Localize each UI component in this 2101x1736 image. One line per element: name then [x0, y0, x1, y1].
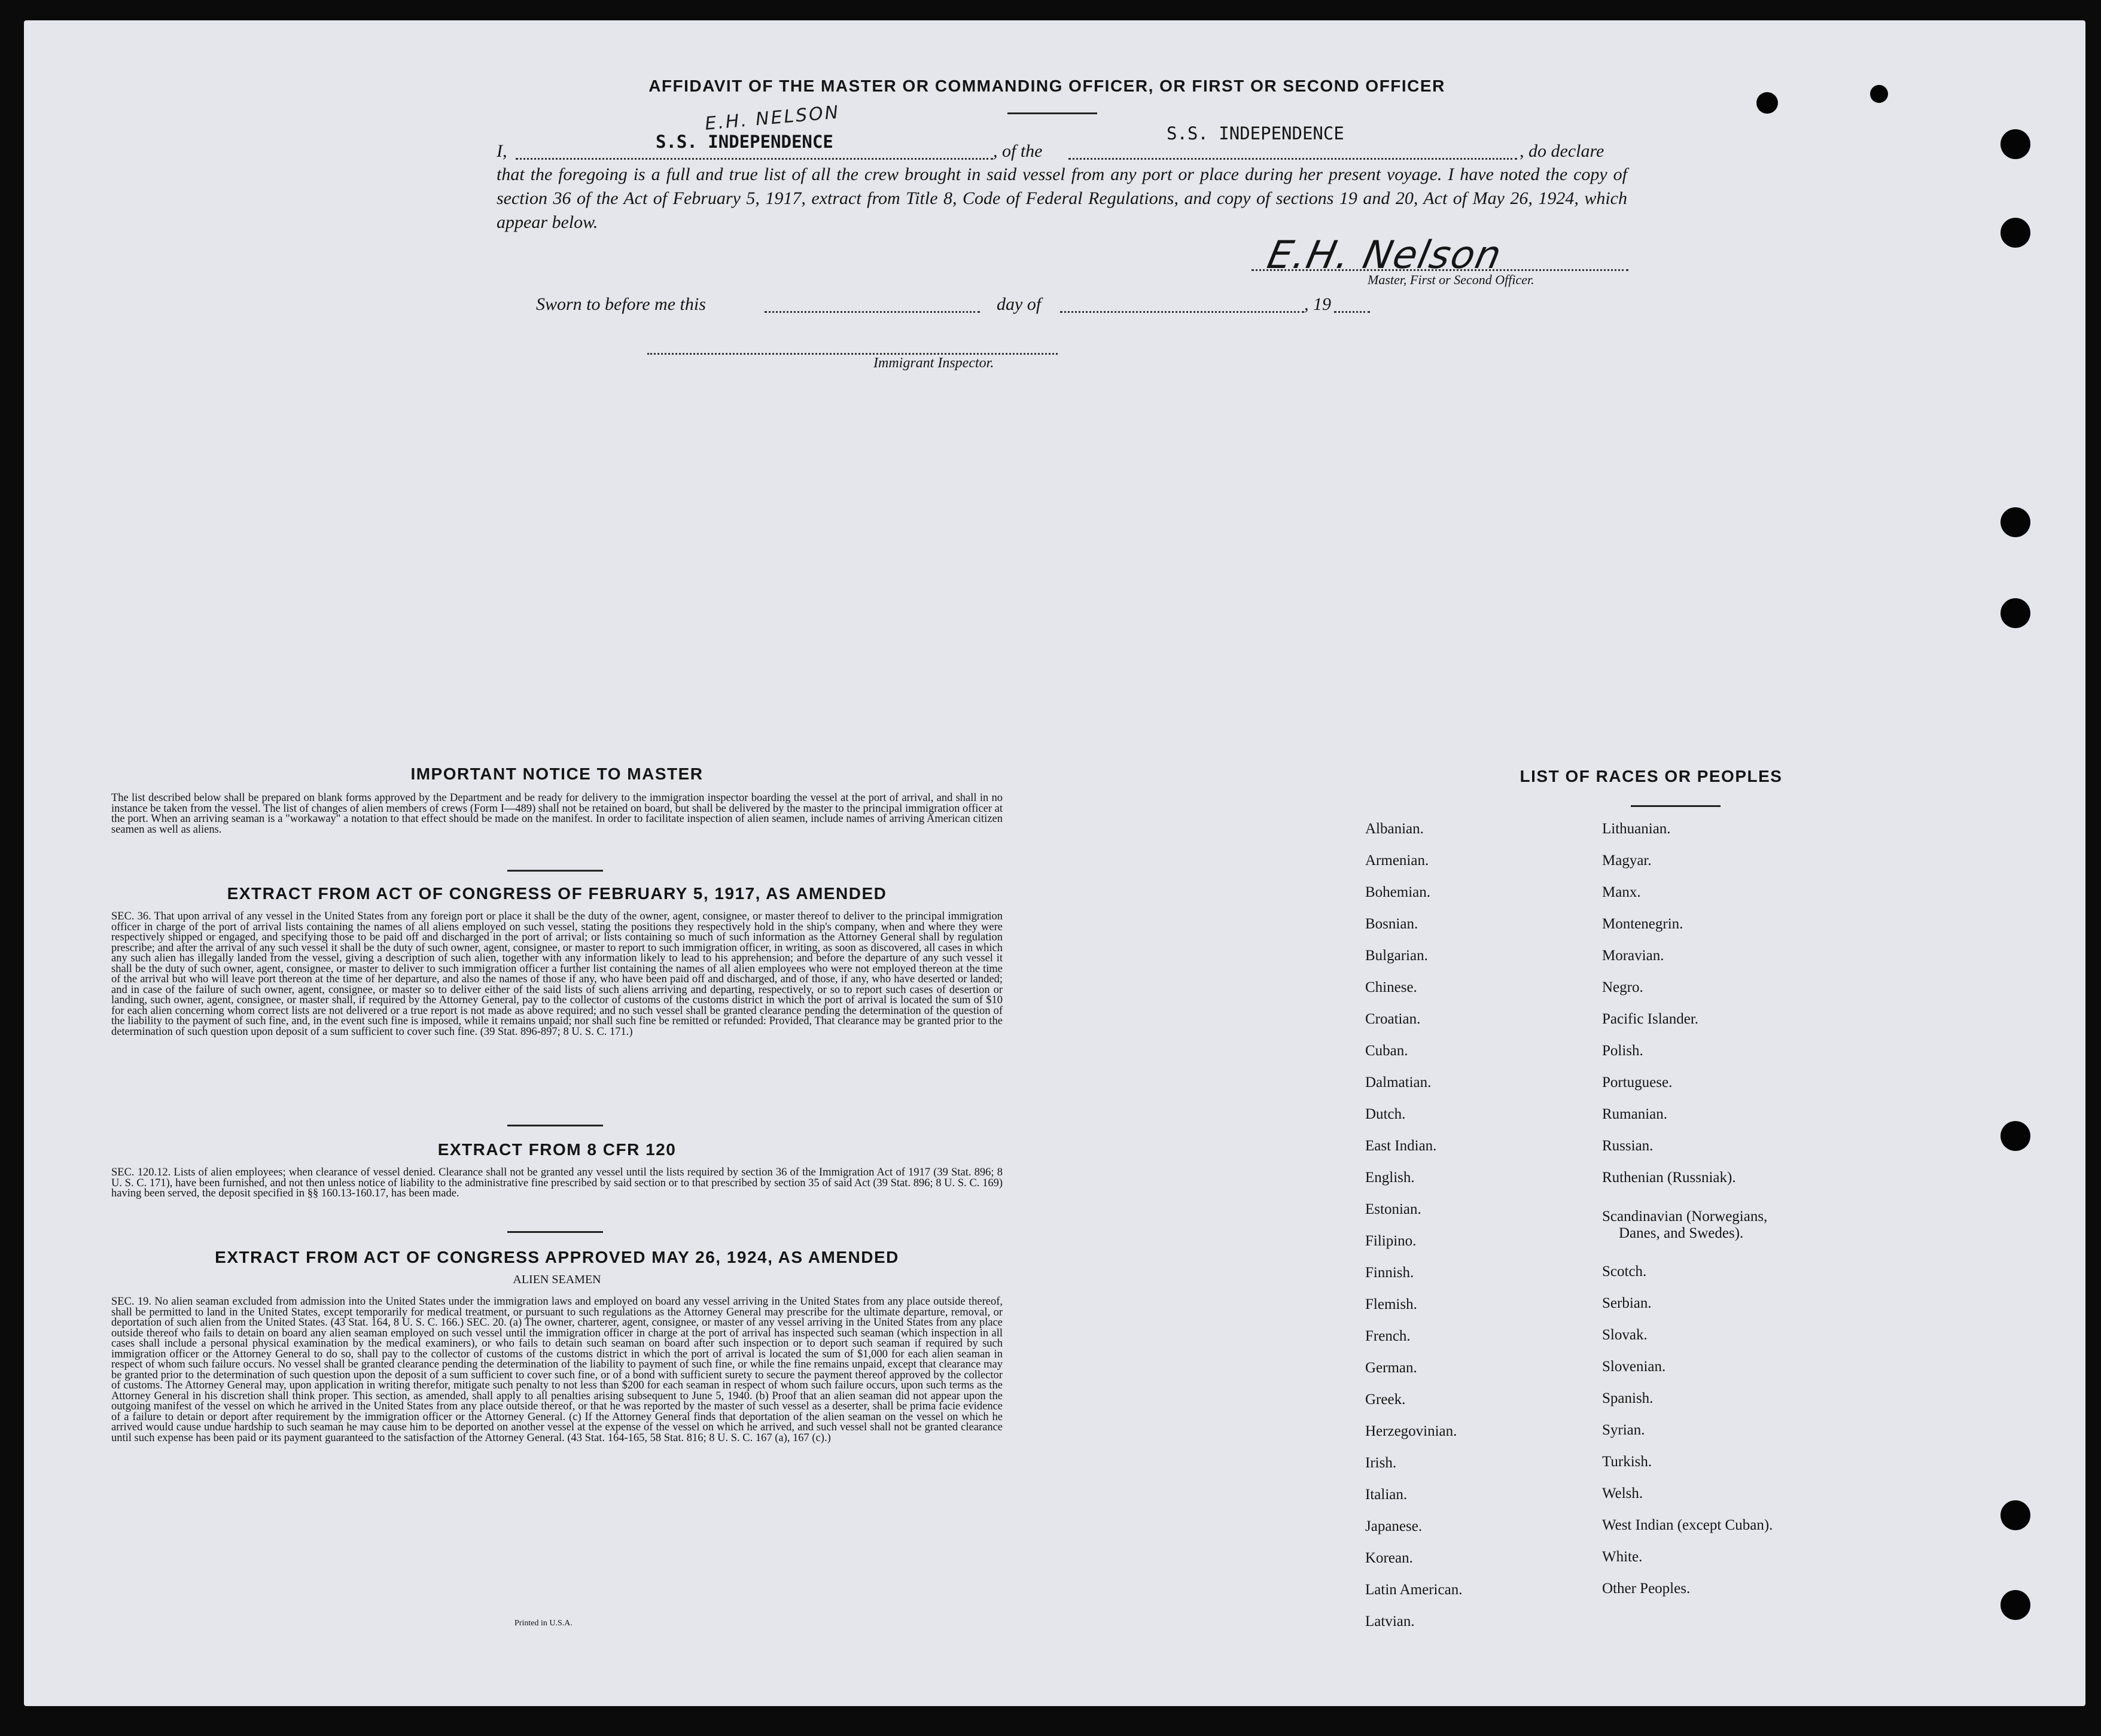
race-item: White. [1602, 1549, 1643, 1565]
extract-1924-body: SEC. 19. No alien seaman excluded from admission into the United States under the immigration laws and employed on board any vessel arriving in the United States from any place outside thereof, shall be permitted to land in the United States, except temporarily for medical treatment, or pursuant to such regulations as the Attorney General may prescribe for the ultimate departure, removal, or deportation of such alien from the United States. (43 Stat. 164, 8 U. S. C. 166.) SEC. 20. (a) The owner, charterer, agent, consignee, or master of any vessel arriving in the United States from any place outside thereof who fails to detain on board any alien seaman employed on such vessel until the immigration officer in charge at the port of arrival has inspected such seaman (which inspection in all cases shall include a personal physical examination by the medical examiners), or who fails to detain such seaman on board after such inspection or to deport such seaman if required by such immigration officer or the Attorney General to do so, shall pay to the collector of customs of the customs district in which the port of arrival is located the sum of $1,000 for each alien seaman in respect of whom such failure occurs. No vessel shall be granted clearance pending the determination of the liability to payment of such fine, or while the fine remains unpaid, except that clearance may be granted prior to the determination of such question upon the deposit of a sum sufficient to cover such fine, or of a bond with sufficient surety to secure the payment thereof approved by the collector of customs. The Attorney General may, upon application in writing therefor, mitigate such penalty to not less than $200 for each seaman in respect of whom such failure occurs, upon such terms as the Attorney General in his discretion shall think proper. This section, as amended, shall apply to all penalties arising subsequent to June 5, 1940. (b) Proof that an alien seaman did not appear upon the outgoing manifest of the vessel on which he arrived in the United States from any place outside thereof, or that he was reported by the master of such vessel as a deserter, shall be prima facie evidence of a failure to detain or deport after requirement by the immigration officer or the Attorney General. (c) If the Attorney General finds that deportation of the alien seaman on the vessel on which he arrived would cause undue hardship to such seaman he may cause him to be deported on another vessel at the expense of the vessel on which he arrived, and such vessel shall not be granted clearance until such expense has been paid or its payment guaranteed to the satisfaction of the Attorney General. (43 Stat. 164-165, 58 Stat. 816; 8 U. S. C. 167 (a), 167 (c).) [111, 1296, 1003, 1444]
race-item: Montenegrin. [1602, 916, 1683, 932]
race-item: Bulgarian. [1365, 948, 1428, 964]
punch-hole [2000, 129, 2030, 159]
of-the-label: , of the [993, 141, 1043, 161]
race-item: Polish. [1602, 1043, 1643, 1059]
race-item: Negro. [1602, 979, 1643, 995]
race-item: Croatian. [1365, 1011, 1421, 1027]
do-declare-label: , do declare [1520, 141, 1604, 161]
race-item: Turkish. [1602, 1454, 1652, 1470]
race-item: Scandinavian (Norwegians, [1602, 1208, 1768, 1225]
race-item: Finnish. [1365, 1265, 1414, 1281]
race-item: Portuguese. [1602, 1074, 1673, 1091]
race-item: Danes, and Swedes). [1619, 1225, 1744, 1241]
notice-title: IMPORTANT NOTICE TO MASTER [410, 765, 704, 783]
race-item: Estonian. [1365, 1201, 1421, 1217]
race-item: Slovak. [1602, 1327, 1648, 1343]
race-item: Welsh. [1602, 1485, 1643, 1502]
race-item: German. [1365, 1360, 1417, 1376]
punch-hole [2000, 1121, 2030, 1151]
race-item: Magyar. [1602, 852, 1652, 869]
race-item: Flemish. [1365, 1296, 1417, 1312]
extract-1917-body: SEC. 36. That upon arrival of any vessel in the United States from any foreign port or place it shall be the duty of the owner, agent, consignee, or master thereof to deliver to the principal immigration officer in charge of the port of arrival lists containing the names of all aliens employed on such vessel, stating the positions they respectively hold in the ship's company, when and where they were respectively shipped or engaged, and specifying those to be paid off and discharged in the port of arrival; or lists containing so much of such information as the Attorney General shall by regulation prescribe; and after the arrival of any such vessel it shall be the duty of such owner, agent, consignee, or master to report to such immigration officer, in writing, as soon as discovered, all cases in which any such alien has illegally landed from the vessel, giving a description of such alien, together with any information likely to lead to his apprehension; and before the departure of any such vessel it shall be the duty of such owner, agent, consignee, or master to deliver to such immigration officer a further list containing the names of all alien employees who were not employed thereon at the time of the arrival but who will leave port thereon at the time of her departure, and also the names of those if any, who have been paid off and discharged, and of those, if any, who have deserted or landed; and in case of the failure of such owner, agent, consignee, or master so to deliver either of the said lists of such aliens arriving and departing, respectively, or so to report such cases of desertion or landing, such owner, agent, consignee, or master shall, if required by the Attorney General, pay to the collector of customs of the customs district in which the port of arrival is located the sum of $10 for each alien concerning whom correct lists are not delivered or a true report is not made as above required; and no such vessel shall be granted clearance pending the determination of the question of the liability to the payment of such fine, and, in the event such fine is imposed, while it remains unpaid; nor shall such fine be remitted or refunded: Provided, That clearance may be granted prior to the determination of such question upon deposit of a sum sufficient to cover such fine. (39 Stat. 896-897; 8 U. S. C. 171.) [111, 910, 1003, 1038]
race-item: Bohemian. [1365, 884, 1431, 900]
race-item: Ruthenian (Russniak). [1602, 1169, 1736, 1186]
race-item: Spanish. [1602, 1390, 1654, 1406]
race-item: Slovenian. [1602, 1359, 1666, 1375]
race-item: Rumanian. [1602, 1106, 1668, 1122]
inspector-caption: Immigrant Inspector. [873, 355, 994, 371]
extract-cfr-body: SEC. 120.12. Lists of alien employees; when clearance of vessel denied. Clearance shall not be granted any vessel until the lists required by section 36 of the Immigration Act of 1917 (39 Stat. 896; 8 U. S. C. 171), have been furnished, and not then unless notice of liability to the administrative fine prescribed by said section or to that prescribed by section 35 of said Act (39 Stat. 896; 8 U. S. C. 169) having been served, the deposit specified in §§ 160.13-160.17, has been made. [111, 1167, 1003, 1199]
divider [507, 1125, 603, 1126]
race-item: Bosnian. [1365, 916, 1418, 932]
notice-body: The list described below shall be prepared on blank forms approved by the Department and be ready for delivery to the immigration inspector boarding the vessel at the port of arrival, and shall in no instance be taken from the vessel. The list of changes of alien members of crews (Form I—489) shall not be retained on board, but shall be delivered by the master to the principal immigration officer at the port. When an arriving seaman is a "workaway" a notation to that effect should be made on the manifest. In order to facilitate inspection of alien seamen, include names of arriving American citizen seamen as well as aliens. [111, 792, 1003, 836]
race-item: Other Peoples. [1602, 1580, 1691, 1597]
affidavit-title: AFFIDAVIT OF THE MASTER OR COMMANDING OFFICER, OR FIRST OR SECOND OFFICER [648, 77, 1445, 95]
race-item: Latin American. [1365, 1582, 1463, 1598]
divider [507, 870, 603, 872]
inspector-dotted-line [647, 353, 1058, 355]
race-item: Scotch. [1602, 1263, 1647, 1280]
race-item: Manx. [1602, 884, 1641, 900]
declarant-name: S.S. INDEPENDENCE [656, 132, 833, 152]
races-title: LIST OF RACES OR PEOPLES [1520, 767, 1783, 785]
day-of-label: day of [997, 294, 1042, 314]
divider [1007, 112, 1097, 114]
printed-in-usa: Printed in U.S.A. [514, 1619, 573, 1628]
document-page [24, 20, 2085, 1706]
race-item: Serbian. [1602, 1295, 1652, 1311]
extract-1924-subtitle: ALIEN SEAMEN [513, 1273, 601, 1286]
extract-cfr-title: EXTRACT FROM 8 CFR 120 [437, 1140, 677, 1159]
extract-1917-title: EXTRACT FROM ACT OF CONGRESS OF FEBRUARY 5, 1917, AS AMENDED [227, 884, 887, 903]
race-item: Herzegovinian. [1365, 1423, 1457, 1439]
race-item: Greek. [1365, 1391, 1406, 1408]
race-item: Chinese. [1365, 979, 1417, 995]
year-dotted-line [1334, 311, 1370, 313]
signature-dotted-line [1252, 269, 1628, 271]
race-item: Cuban. [1365, 1043, 1408, 1059]
signature-caption: Master, First or Second Officer. [1368, 272, 1534, 287]
race-item: East Indian. [1365, 1138, 1437, 1154]
race-item: Albanian. [1365, 821, 1424, 837]
race-item: French. [1365, 1328, 1411, 1344]
signature: E.H. Nelson [1263, 233, 1506, 278]
race-item: Syrian. [1602, 1422, 1645, 1438]
race-item: English. [1365, 1169, 1415, 1186]
race-item: Japanese. [1365, 1518, 1423, 1534]
race-item: Russian. [1602, 1138, 1654, 1154]
race-item: Moravian. [1602, 948, 1664, 964]
extract-1924-title: EXTRACT FROM ACT OF CONGRESS APPROVED MAY 26, 1924, AS AMENDED [215, 1248, 899, 1266]
punch-hole [2000, 598, 2030, 628]
race-item: Italian. [1365, 1487, 1408, 1503]
declarant-prefix: I, [497, 141, 507, 161]
race-item: Lithuanian. [1602, 821, 1671, 837]
race-item: Dutch. [1365, 1106, 1406, 1122]
affidavit-statement: that the foregoing is a full and true list of all the crew brought in said vessel from any port or place during her present voyage. I have noted the copy of section 36 of the Act of February 5, 1917, extract from Title 8, Code of Federal Regulations, and copy of sections 19 and 20, Act of May 26, 1924, which appear below. [497, 165, 1627, 232]
race-item: Dalmatian. [1365, 1074, 1432, 1091]
punch-hole [2000, 1500, 2030, 1530]
vessel-dotted-line [1068, 158, 1517, 160]
race-item: Armenian. [1365, 852, 1429, 869]
sworn-prefix: Sworn to before me this [536, 294, 706, 314]
race-item: Pacific Islander. [1602, 1011, 1699, 1027]
divider [507, 1231, 603, 1233]
sworn-day-dotted-line [765, 311, 980, 313]
race-item: Filipino. [1365, 1233, 1417, 1249]
race-item: Latvian. [1365, 1613, 1415, 1630]
divider [1631, 805, 1721, 807]
punch-hole [2000, 507, 2030, 537]
handwritten-name: E.H. NELSON [704, 102, 841, 135]
race-item: West Indian (except Cuban). [1602, 1517, 1773, 1533]
punch-hole [2000, 1590, 2030, 1620]
race-item: Irish. [1365, 1455, 1397, 1471]
punch-hole [2000, 218, 2030, 248]
race-item: Korean. [1365, 1550, 1413, 1566]
sworn-month-dotted-line [1060, 311, 1304, 313]
declarant-dotted-line [516, 158, 993, 160]
vessel-name: S.S. INDEPENDENCE [1167, 123, 1344, 144]
year-prefix: , 19 [1304, 294, 1331, 314]
